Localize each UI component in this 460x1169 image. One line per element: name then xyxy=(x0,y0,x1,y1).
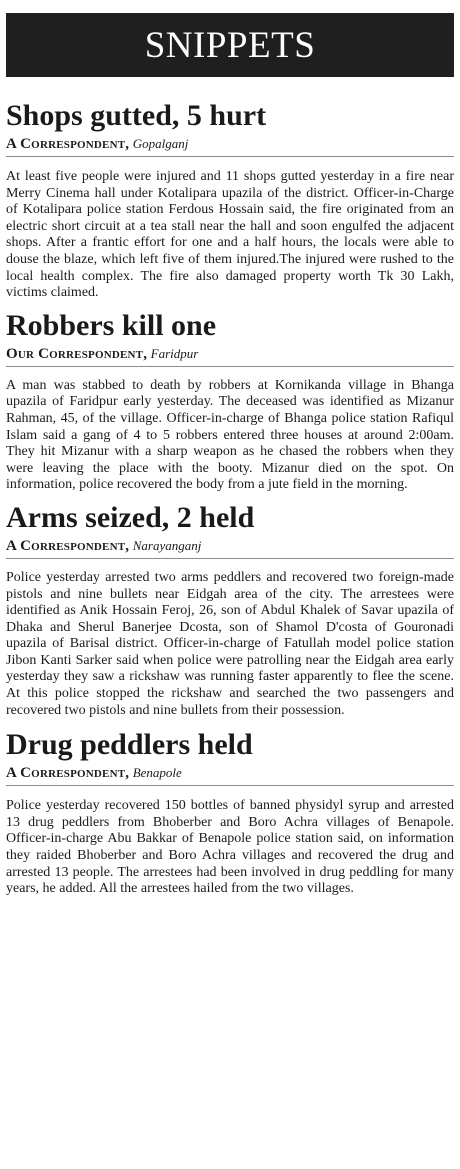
article-shops-gutted xyxy=(6,99,454,302)
byline-place: Narayanganj xyxy=(132,537,202,553)
section-banner xyxy=(6,13,454,77)
article-body: A man was stabbed to death by robbers at Kornikanda village in Bhanga upazila of Faridpur early yesterday. The deceased was identified as Mizanur Rahman, 45, of the village. Officer-in-charge of Bhanga police station Rafiqul Islam said a gang of 4 to 5 robbers entered three houses at around 2:00am. They hit Mizanur with a sharp weapon as he chased the robbers when they were leaving the place with the booty. Mizanur died on the spot. On information, police recovered the body from a jute field in the morning. xyxy=(6,377,454,493)
snippets-page xyxy=(0,13,460,1169)
article-headline: Robbers kill one xyxy=(6,308,217,342)
article-robbers-kill-one xyxy=(6,309,454,494)
article-body: Police yesterday recovered 150 bottles of banned physidyl syrup and arrested 13 drug peddlers from Bhoberber and Boro Achra villages of Benapole. Officer-in-charge Abu Bakkar of Benapole police station said, on information they raided Bhoberber and Boro Achra villages and recovered the drug and arrested 13 people. The arrestees had been involved in drug peddling for many years, he added. All the arrestees hailed from the two villages. xyxy=(6,798,454,897)
byline-place: Faridpur xyxy=(150,345,199,361)
byline-place: Gopalganj xyxy=(132,136,189,151)
article-byline xyxy=(6,345,454,367)
article-headline: Arms seized, 2 held xyxy=(6,500,255,534)
article-byline xyxy=(6,537,454,559)
article-headline: Shops gutted, 5 hurt xyxy=(6,99,267,132)
article-byline xyxy=(6,764,454,786)
article-drug-peddlers-held xyxy=(6,728,454,898)
byline-author: A Correspondent, xyxy=(6,537,130,554)
article-byline xyxy=(6,135,454,157)
article-body: Police yesterday arrested two arms peddlers and recovered two foreign-made pistols and nine bullets near Eidgah area of the city. The arrestees were identified as Anik Hossain Feroj, 26, son of Abdul Khalek of Savar upazila of Dhaka and Sherul Banerjee Dcosta, son of Shamol D'costa of Gouronadi upazila of Barisal district. Officer-in-charge of Fatullah model police station Jibon Kanti Sarker said when police were patrolling near the Eidgah area early yesterday they saw a rickshaw was running faster apparently to flee the scene. At this police stopped the rickshaw and searched the two passengers and recovered two pistols and nine bullets from their possession. xyxy=(6,569,454,718)
article-headline: Drug peddlers held xyxy=(6,728,253,762)
byline-author: A Correspondent, xyxy=(6,136,130,152)
section-title: SNIPPETS xyxy=(144,24,316,66)
byline-place: Benapole xyxy=(132,765,182,781)
article-body: At least five people were injured and 11 shops gutted yesterday in a fire near Merry Cinema hall under Kotalipara upazila of the district. Officer-in-Charge of Kotalipara police station Ferdous Hossain said, the fire originated from an electric short circuit at a tea stall near the hall and soon engulfed the adjacent shops. After a frantic effort for one and a half hours, the locals were able to douse the blaze, which left five of them injured.The injured were rushed to the local health complex. The fire also damaged property worth Tk 30 Lakh, victims claimed. xyxy=(6,169,454,301)
byline-author: A Correspondent, xyxy=(6,765,130,782)
byline-author: Our Correspondent, xyxy=(6,345,148,362)
article-arms-seized xyxy=(6,501,454,719)
